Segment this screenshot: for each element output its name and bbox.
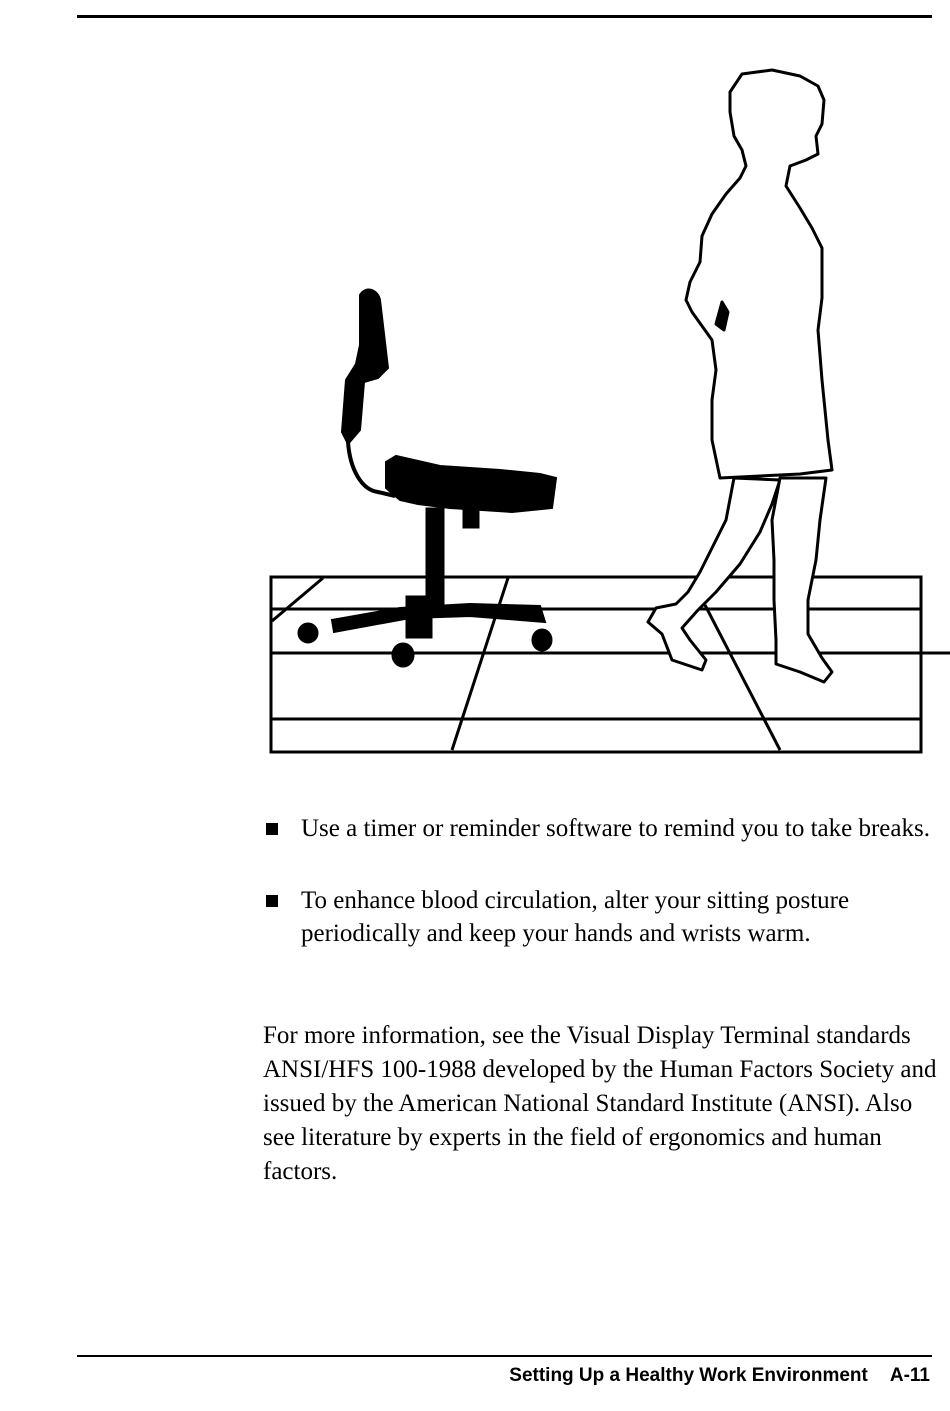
square-bullet-icon	[266, 823, 278, 835]
square-bullet-icon	[266, 895, 278, 907]
floor-platform	[271, 577, 950, 752]
list-item	[263, 812, 933, 845]
list-item	[263, 884, 933, 950]
page-footer	[509, 1365, 930, 1387]
page-number: A-11	[889, 1365, 930, 1386]
list-item-text: Use a timer or reminder software to remind you to take breaks.	[301, 815, 930, 842]
bottom-rule	[77, 1355, 932, 1357]
list-item-text: To enhance blood circulation, alter your sitting posture periodically and keep your hands and wrists warm.	[301, 887, 850, 947]
footer-section-title: Setting Up a Healthy Work Environment	[509, 1365, 868, 1386]
walking-woman	[648, 70, 832, 682]
tips-list	[263, 812, 933, 989]
more-information-paragraph: For more information, see the Visual Display Terminal standards ANSI/HFS 100-1988 developed by the Human Factors Society and issued by the American National Standard Institute (ANSI). Also see literature by experts in the field of ergonomics and human factors.	[263, 1022, 937, 1185]
